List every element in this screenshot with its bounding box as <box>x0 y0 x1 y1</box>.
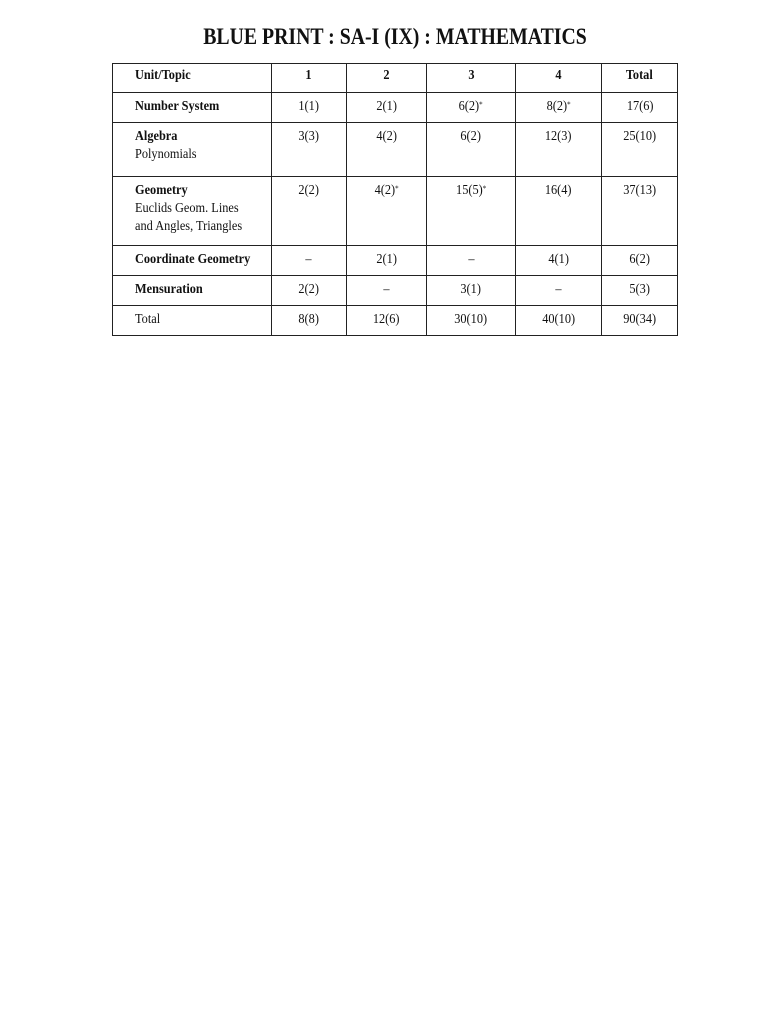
document-title: BLUE PRINT : SA-I (IX) : MATHEMATICS <box>203 24 587 49</box>
table-row <box>113 276 678 306</box>
header-total: Total <box>602 64 678 93</box>
row-topic: Number System <box>113 93 272 123</box>
table-row <box>113 93 678 123</box>
row-cell-1: 3(3) <box>272 123 347 177</box>
header-column-3: 3 <box>427 64 516 93</box>
row-cell-total: 6(2) <box>602 246 678 276</box>
asterisk-mark: * <box>479 100 484 109</box>
table-row <box>113 123 678 177</box>
row-topic: Coordinate Geometry <box>113 246 272 276</box>
row-cell-4: 12(3) <box>515 123 602 177</box>
table-row <box>113 246 678 276</box>
row-cell-2: 12(6) <box>346 306 427 336</box>
row-cell-total: 5(3) <box>602 276 678 306</box>
row-cell-3: 3(1) <box>427 276 516 306</box>
row-cell-4: 16(4) <box>515 177 602 246</box>
asterisk-mark: * <box>394 184 399 193</box>
row-cell-1: 2(2) <box>272 177 347 246</box>
header-unit-topic: Unit/Topic <box>113 64 272 93</box>
row-cell-3: 30(10) <box>427 306 516 336</box>
row-subtopic: and Angles, Triangles <box>135 219 243 234</box>
header-column-1: 1 <box>272 64 347 93</box>
row-cell-1: 2(2) <box>272 276 347 306</box>
row-cell-4: – <box>515 276 602 306</box>
row-cell-total: 17(6) <box>602 93 678 123</box>
row-cell-3: 15(5)* <box>427 177 516 246</box>
row-topic: Total <box>113 306 272 336</box>
row-subtopic: Polynomials <box>135 147 197 162</box>
row-cell-3: – <box>427 246 516 276</box>
asterisk-mark: * <box>482 184 487 193</box>
row-topic: Mensuration <box>113 276 272 306</box>
asterisk-mark: * <box>567 100 571 109</box>
row-cell-2: 2(1) <box>346 93 427 123</box>
row-cell-2: – <box>346 276 427 306</box>
header-column-2: 2 <box>346 64 427 93</box>
row-cell-total: 90(34) <box>602 306 678 336</box>
row-cell-2: 4(2)* <box>346 177 427 246</box>
row-cell-1: 1(1) <box>272 93 347 123</box>
row-cell-1: 8(8) <box>272 306 347 336</box>
row-cell-4: 40(10) <box>515 306 602 336</box>
blueprint-table <box>112 63 678 336</box>
row-cell-3: 6(2)* <box>427 93 516 123</box>
row-cell-4: 8(2)* <box>515 93 602 123</box>
row-cell-2: 2(1) <box>346 246 427 276</box>
row-topic: Geometry Euclids Geom. Lines and Angles, Triangles <box>113 177 272 246</box>
row-cell-2: 4(2) <box>346 123 427 177</box>
table-header-row <box>113 64 678 93</box>
table-row <box>113 177 678 246</box>
row-cell-4: 4(1) <box>515 246 602 276</box>
row-cell-1: – <box>272 246 347 276</box>
row-cell-total: 37(13) <box>602 177 678 246</box>
row-cell-total: 25(10) <box>602 123 678 177</box>
row-cell-3: 6(2) <box>427 123 516 177</box>
row-subtopic: Euclids Geom. Lines <box>135 201 239 216</box>
row-topic: Algebra Polynomials <box>113 123 272 177</box>
header-column-4: 4 <box>515 64 602 93</box>
table-total-row <box>113 306 678 336</box>
